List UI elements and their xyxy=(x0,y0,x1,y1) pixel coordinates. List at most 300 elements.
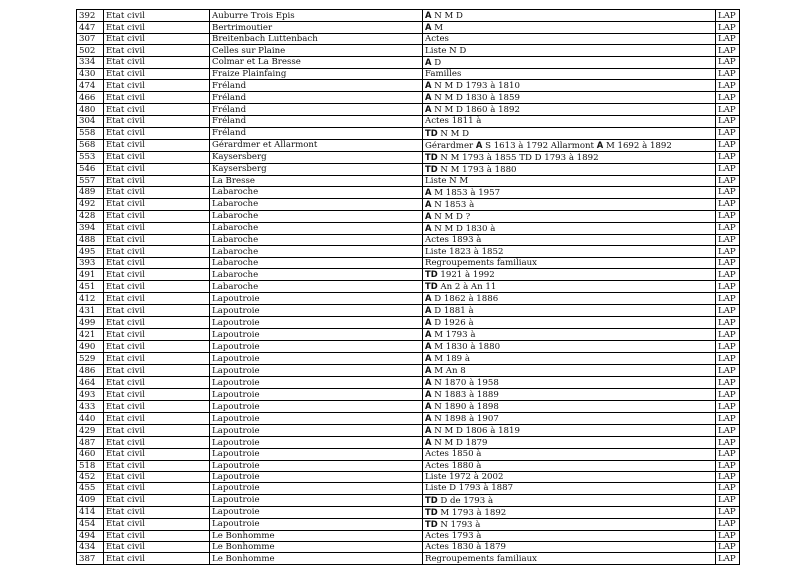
archive-code-cell: LAP xyxy=(716,494,740,506)
archive-code-cell: LAP xyxy=(716,198,740,210)
place-cell: Lapoutroie xyxy=(210,425,423,437)
description-bold-code: A xyxy=(425,210,432,221)
place-cell: Lapoutroie xyxy=(210,483,423,494)
place-cell: Labaroche xyxy=(210,269,423,281)
description-bold-code: A xyxy=(425,389,432,400)
place-cell: Lapoutroie xyxy=(210,437,423,449)
description-text: Regroupements familiaux xyxy=(425,553,538,564)
table-row xyxy=(77,553,740,564)
record-type-cell: Etat civil xyxy=(104,139,210,151)
record-type-cell: Etat civil xyxy=(104,317,210,329)
record-number-cell: 393 xyxy=(77,257,104,268)
description-bold-code: A xyxy=(425,222,432,233)
record-number-cell: 431 xyxy=(77,305,104,317)
description-cell xyxy=(423,281,716,293)
description-text: D de 1793 à xyxy=(437,495,494,506)
table-row xyxy=(77,389,740,401)
record-type-cell: Etat civil xyxy=(104,542,210,553)
record-number-cell: 486 xyxy=(77,365,104,377)
description-cell xyxy=(423,104,716,116)
place-cell: Lapoutroie xyxy=(210,341,423,353)
record-number-cell: 568 xyxy=(77,139,104,151)
place-cell: Lapoutroie xyxy=(210,401,423,413)
record-number-cell: 433 xyxy=(77,401,104,413)
description-text: N M D 1830 à 1859 xyxy=(431,93,520,104)
table-row xyxy=(77,116,740,127)
place-cell: Lapoutroie xyxy=(210,518,423,530)
table-row xyxy=(77,163,740,175)
description-text: Actes 1880 à xyxy=(425,460,482,471)
description-bold-code: TD xyxy=(425,494,438,505)
record-number-cell: 490 xyxy=(77,341,104,353)
place-cell: Labaroche xyxy=(210,222,423,234)
description-bold-code: A xyxy=(425,104,432,115)
description-bold-code: A xyxy=(425,401,432,412)
description-cell xyxy=(423,116,716,127)
description-cell xyxy=(423,269,716,281)
description-text: M An 8 xyxy=(431,366,466,377)
record-type-cell: Etat civil xyxy=(104,530,210,541)
record-type-cell: Etat civil xyxy=(104,34,210,45)
place-cell: Lapoutroie xyxy=(210,329,423,341)
record-number-cell: 440 xyxy=(77,413,104,425)
place-cell: Lapoutroie xyxy=(210,353,423,365)
description-text: M 1793 à 1892 xyxy=(437,507,507,518)
description-cell xyxy=(423,389,716,401)
description-bold-code: A xyxy=(425,22,432,32)
description-cell xyxy=(423,186,716,198)
record-number-cell: 492 xyxy=(77,198,104,210)
table-row xyxy=(77,281,740,293)
record-type-cell: Etat civil xyxy=(104,389,210,401)
record-type-cell: Etat civil xyxy=(104,518,210,530)
description-text: Regroupements familiaux xyxy=(425,257,538,268)
table-row xyxy=(77,10,740,22)
place-cell: Lapoutroie xyxy=(210,460,423,471)
description-cell xyxy=(423,198,716,210)
record-number-cell: 487 xyxy=(77,437,104,449)
record-type-cell: Etat civil xyxy=(104,163,210,175)
table-row xyxy=(77,425,740,437)
archive-code-cell: LAP xyxy=(716,222,740,234)
archive-code-cell: LAP xyxy=(716,377,740,389)
description-cell xyxy=(423,234,716,245)
place-cell: Labaroche xyxy=(210,198,423,210)
record-type-cell: Etat civil xyxy=(104,413,210,425)
archive-code-cell: LAP xyxy=(716,22,740,34)
description-cell xyxy=(423,317,716,329)
description-text: Actes 1811 à xyxy=(425,116,482,127)
table-row xyxy=(77,293,740,305)
archive-code-cell: LAP xyxy=(716,210,740,222)
place-cell: Le Bonhomme xyxy=(210,542,423,553)
record-type-cell: Etat civil xyxy=(104,353,210,365)
archive-code-cell: LAP xyxy=(716,257,740,268)
table-row xyxy=(77,377,740,389)
description-bold-code: A xyxy=(425,80,432,91)
archive-code-cell: LAP xyxy=(716,506,740,518)
description-bold-code: A xyxy=(596,139,604,150)
place-cell: Auburre Trois Epis xyxy=(210,10,423,22)
description-text: Actes 1850 à xyxy=(425,449,482,460)
place-cell: Gérardmer et Allarmont xyxy=(210,139,423,151)
description-text: D xyxy=(431,57,442,68)
table-row xyxy=(77,341,740,353)
record-number-cell: 455 xyxy=(77,483,104,494)
archive-code-cell: LAP xyxy=(716,45,740,56)
description-text: N M D 1879 xyxy=(431,438,488,449)
description-text: Liste N D xyxy=(425,45,467,56)
archive-code-cell: LAP xyxy=(716,365,740,377)
place-cell: Fréland xyxy=(210,92,423,104)
record-number-cell: 494 xyxy=(77,530,104,541)
place-cell: Kaysersberg xyxy=(210,151,423,163)
description-cell xyxy=(423,506,716,518)
description-text: N M 1793 à 1855 TD D 1793 à 1892 xyxy=(437,152,599,163)
description-cell xyxy=(423,483,716,494)
table-row xyxy=(77,401,740,413)
description-cell xyxy=(423,210,716,222)
record-number-cell: 429 xyxy=(77,425,104,437)
description-cell xyxy=(423,293,716,305)
table-row xyxy=(77,413,740,425)
record-number-cell: 499 xyxy=(77,317,104,329)
place-cell: Lapoutroie xyxy=(210,317,423,329)
record-number-cell: 489 xyxy=(77,186,104,198)
archive-code-cell: LAP xyxy=(716,127,740,139)
description-cell xyxy=(423,175,716,186)
description-cell xyxy=(423,553,716,564)
description-cell xyxy=(423,305,716,317)
record-number-cell: 553 xyxy=(77,151,104,163)
record-type-cell: Etat civil xyxy=(104,186,210,198)
description-text: M 189 à xyxy=(431,354,471,365)
archive-code-cell: LAP xyxy=(716,163,740,175)
description-text: Actes xyxy=(425,34,449,45)
place-cell: Bertrimoutier xyxy=(210,22,423,34)
description-cell xyxy=(423,127,716,139)
description-text: N 1793 à xyxy=(437,519,481,530)
place-cell: Lapoutroie xyxy=(210,471,423,482)
archive-code-cell: LAP xyxy=(716,460,740,471)
record-type-cell: Etat civil xyxy=(104,329,210,341)
description-cell xyxy=(423,56,716,68)
description-cell xyxy=(423,139,716,151)
description-bold-code: TD xyxy=(425,518,438,529)
table-row xyxy=(77,246,740,257)
place-cell: Labaroche xyxy=(210,257,423,268)
description-cell xyxy=(423,542,716,553)
description-cell xyxy=(423,45,716,56)
archive-code-cell: LAP xyxy=(716,293,740,305)
description-text: N 1870 à 1958 xyxy=(431,378,499,389)
description-text: Liste 1972 à 2002 xyxy=(425,472,504,483)
place-cell: Fréland xyxy=(210,104,423,116)
description-text: N M D 1806 à 1819 xyxy=(431,426,520,437)
record-type-cell: Etat civil xyxy=(104,293,210,305)
archive-code-cell: LAP xyxy=(716,151,740,163)
record-type-cell: Etat civil xyxy=(104,425,210,437)
description-text: An 2 à An 11 xyxy=(437,282,497,293)
table-row xyxy=(77,34,740,45)
description-text: Liste N M xyxy=(425,175,469,186)
record-number-cell: 480 xyxy=(77,104,104,116)
description-cell xyxy=(423,222,716,234)
description-bold-code: TD xyxy=(425,506,438,517)
description-bold-code: A xyxy=(425,10,432,20)
record-number-cell: 452 xyxy=(77,471,104,482)
description-text: D 1926 à xyxy=(431,318,474,329)
table-row xyxy=(77,222,740,234)
description-text: Actes 1793 à xyxy=(425,530,482,541)
archive-code-cell: LAP xyxy=(716,269,740,281)
place-cell: Lapoutroie xyxy=(210,494,423,506)
table-row xyxy=(77,45,740,56)
record-number-cell: 451 xyxy=(77,281,104,293)
description-text: Liste 1823 à 1852 xyxy=(425,246,504,257)
description-bold-code: A xyxy=(425,437,432,448)
description-bold-code: A xyxy=(425,425,432,436)
record-number-cell: 387 xyxy=(77,553,104,564)
table-row xyxy=(77,22,740,34)
record-number-cell: 502 xyxy=(77,45,104,56)
record-number-cell: 493 xyxy=(77,389,104,401)
description-text: M 1793 à xyxy=(431,330,476,341)
record-type-cell: Etat civil xyxy=(104,377,210,389)
record-type-cell: Etat civil xyxy=(104,234,210,245)
description-bold-code: A xyxy=(425,293,432,304)
description-cell xyxy=(423,401,716,413)
record-number-cell: 334 xyxy=(77,56,104,68)
record-type-cell: Etat civil xyxy=(104,437,210,449)
table-row xyxy=(77,68,740,79)
table-row xyxy=(77,234,740,245)
record-number-cell: 304 xyxy=(77,116,104,127)
description-text: N 1853 à xyxy=(431,199,475,210)
archive-code-cell: LAP xyxy=(716,186,740,198)
archive-code-cell: LAP xyxy=(716,389,740,401)
record-number-cell: 307 xyxy=(77,34,104,45)
record-type-cell: Etat civil xyxy=(104,80,210,92)
archive-code-cell: LAP xyxy=(716,34,740,45)
record-number-cell: 466 xyxy=(77,92,104,104)
table-row xyxy=(77,471,740,482)
record-number-cell: 412 xyxy=(77,293,104,305)
place-cell: Fréland xyxy=(210,116,423,127)
archive-code-cell: LAP xyxy=(716,139,740,151)
table-row xyxy=(77,353,740,365)
table-row xyxy=(77,506,740,518)
table-row xyxy=(77,198,740,210)
archive-code-cell: LAP xyxy=(716,234,740,245)
record-type-cell: Etat civil xyxy=(104,460,210,471)
archive-code-cell: LAP xyxy=(716,92,740,104)
record-number-cell: 518 xyxy=(77,460,104,471)
place-cell: La Bresse xyxy=(210,175,423,186)
table-row xyxy=(77,518,740,530)
record-number-cell: 414 xyxy=(77,506,104,518)
place-cell: Labaroche xyxy=(210,234,423,245)
description-bold-code: A xyxy=(425,186,432,197)
record-type-cell: Etat civil xyxy=(104,341,210,353)
record-type-cell: Etat civil xyxy=(104,246,210,257)
record-type-cell: Etat civil xyxy=(104,10,210,22)
place-cell: Lapoutroie xyxy=(210,293,423,305)
description-text: N M 1793 à 1880 xyxy=(437,164,517,175)
description-cell xyxy=(423,353,716,365)
description-cell xyxy=(423,530,716,541)
description-text: D 1881 à xyxy=(431,306,474,317)
table-row xyxy=(77,530,740,541)
description-text: N M D 1830 à xyxy=(431,223,496,234)
archive-code-cell: LAP xyxy=(716,401,740,413)
record-type-cell: Etat civil xyxy=(104,494,210,506)
table-row xyxy=(77,269,740,281)
description-text: Liste D 1793 à 1887 xyxy=(425,483,514,494)
description-cell xyxy=(423,341,716,353)
description-text: N M D ? xyxy=(431,211,471,222)
registry-table-body xyxy=(77,10,740,565)
record-number-cell: 394 xyxy=(77,222,104,234)
record-type-cell: Etat civil xyxy=(104,269,210,281)
description-text: N M D 1860 à 1892 xyxy=(431,105,520,116)
record-number-cell: 409 xyxy=(77,494,104,506)
archive-code-cell: LAP xyxy=(716,68,740,79)
description-cell xyxy=(423,22,716,34)
archive-code-cell: LAP xyxy=(716,317,740,329)
description-text: M 1830 à 1880 xyxy=(431,342,501,353)
description-bold-code: TD xyxy=(425,127,438,138)
place-cell: Fréland xyxy=(210,127,423,139)
description-bold-code: A xyxy=(425,317,432,328)
registry-table xyxy=(76,9,740,565)
table-row xyxy=(77,56,740,68)
place-cell: Lapoutroie xyxy=(210,377,423,389)
record-number-cell: 464 xyxy=(77,377,104,389)
description-text: Actes 1830 à 1879 xyxy=(425,542,507,553)
description-bold-code: A xyxy=(425,92,432,103)
place-cell: Kaysersberg xyxy=(210,163,423,175)
description-bold-code: TD xyxy=(425,151,438,162)
description-cell xyxy=(423,257,716,268)
place-cell: Celles sur Plaine xyxy=(210,45,423,56)
description-bold-code: TD xyxy=(425,163,438,174)
record-type-cell: Etat civil xyxy=(104,471,210,482)
archive-code-cell: LAP xyxy=(716,341,740,353)
description-text: M xyxy=(431,23,444,33)
place-cell: Lapoutroie xyxy=(210,413,423,425)
archive-code-cell: LAP xyxy=(716,413,740,425)
table-row xyxy=(77,210,740,222)
record-number-cell: 460 xyxy=(77,449,104,460)
description-bold-code: TD xyxy=(425,269,438,280)
record-number-cell: 495 xyxy=(77,246,104,257)
description-cell xyxy=(423,518,716,530)
record-type-cell: Etat civil xyxy=(104,92,210,104)
description-cell xyxy=(423,413,716,425)
place-cell: Labaroche xyxy=(210,186,423,198)
record-type-cell: Etat civil xyxy=(104,401,210,413)
record-type-cell: Etat civil xyxy=(104,553,210,564)
table-row xyxy=(77,139,740,151)
archive-code-cell: LAP xyxy=(716,10,740,22)
table-row xyxy=(77,437,740,449)
description-text: N M D xyxy=(437,128,470,139)
record-number-cell: 454 xyxy=(77,518,104,530)
archive-code-cell: LAP xyxy=(716,449,740,460)
record-number-cell: 488 xyxy=(77,234,104,245)
description-bold-code: A xyxy=(425,413,432,424)
description-bold-code: A xyxy=(425,198,432,209)
archive-code-cell: LAP xyxy=(716,437,740,449)
record-type-cell: Etat civil xyxy=(104,56,210,68)
description-text: N 1890 à 1898 xyxy=(431,402,499,413)
place-cell: Labaroche xyxy=(210,246,423,257)
record-type-cell: Etat civil xyxy=(104,45,210,56)
archive-code-cell: LAP xyxy=(716,353,740,365)
description-text: Actes 1893 à xyxy=(425,235,482,246)
place-cell: Fraize Plainfaing xyxy=(210,68,423,79)
record-number-cell: 428 xyxy=(77,210,104,222)
description-text: M 1853 à 1957 xyxy=(431,187,501,198)
record-type-cell: Etat civil xyxy=(104,365,210,377)
description-cell xyxy=(423,80,716,92)
archive-code-cell: LAP xyxy=(716,104,740,116)
description-cell xyxy=(423,34,716,45)
description-cell xyxy=(423,10,716,22)
record-type-cell: Etat civil xyxy=(104,151,210,163)
place-cell: Le Bonhomme xyxy=(210,530,423,541)
place-cell: Lapoutroie xyxy=(210,506,423,518)
archive-code-cell: LAP xyxy=(716,425,740,437)
description-cell xyxy=(423,151,716,163)
table-row xyxy=(77,104,740,116)
description-bold-code: A xyxy=(475,139,483,150)
record-type-cell: Etat civil xyxy=(104,449,210,460)
description-text: N M D 1793 à 1810 xyxy=(431,81,520,92)
table-row xyxy=(77,80,740,92)
description-text: Gérardmer xyxy=(425,140,476,151)
description-cell xyxy=(423,460,716,471)
description-text: N 1883 à 1889 xyxy=(431,390,499,401)
record-type-cell: Etat civil xyxy=(104,483,210,494)
record-number-cell: 447 xyxy=(77,22,104,34)
description-text: S 1613 à 1792 Allarmont xyxy=(482,140,597,151)
record-number-cell: 392 xyxy=(77,10,104,22)
table-row xyxy=(77,542,740,553)
description-cell xyxy=(423,163,716,175)
description-bold-code: A xyxy=(425,341,432,352)
place-cell: Lapoutroie xyxy=(210,305,423,317)
record-type-cell: Etat civil xyxy=(104,257,210,268)
record-number-cell: 474 xyxy=(77,80,104,92)
record-number-cell: 529 xyxy=(77,353,104,365)
description-text: N 1898 à 1907 xyxy=(431,414,499,425)
place-cell: Le Bonhomme xyxy=(210,553,423,564)
archive-code-cell: LAP xyxy=(716,518,740,530)
archive-code-cell: LAP xyxy=(716,305,740,317)
description-cell xyxy=(423,246,716,257)
description-bold-code: A xyxy=(425,329,432,340)
description-text: Familles xyxy=(425,68,462,79)
table-row xyxy=(77,305,740,317)
description-cell xyxy=(423,377,716,389)
archive-code-cell: LAP xyxy=(716,246,740,257)
archive-code-cell: LAP xyxy=(716,542,740,553)
archive-code-cell: LAP xyxy=(716,175,740,186)
archive-code-cell: LAP xyxy=(716,530,740,541)
table-row xyxy=(77,317,740,329)
